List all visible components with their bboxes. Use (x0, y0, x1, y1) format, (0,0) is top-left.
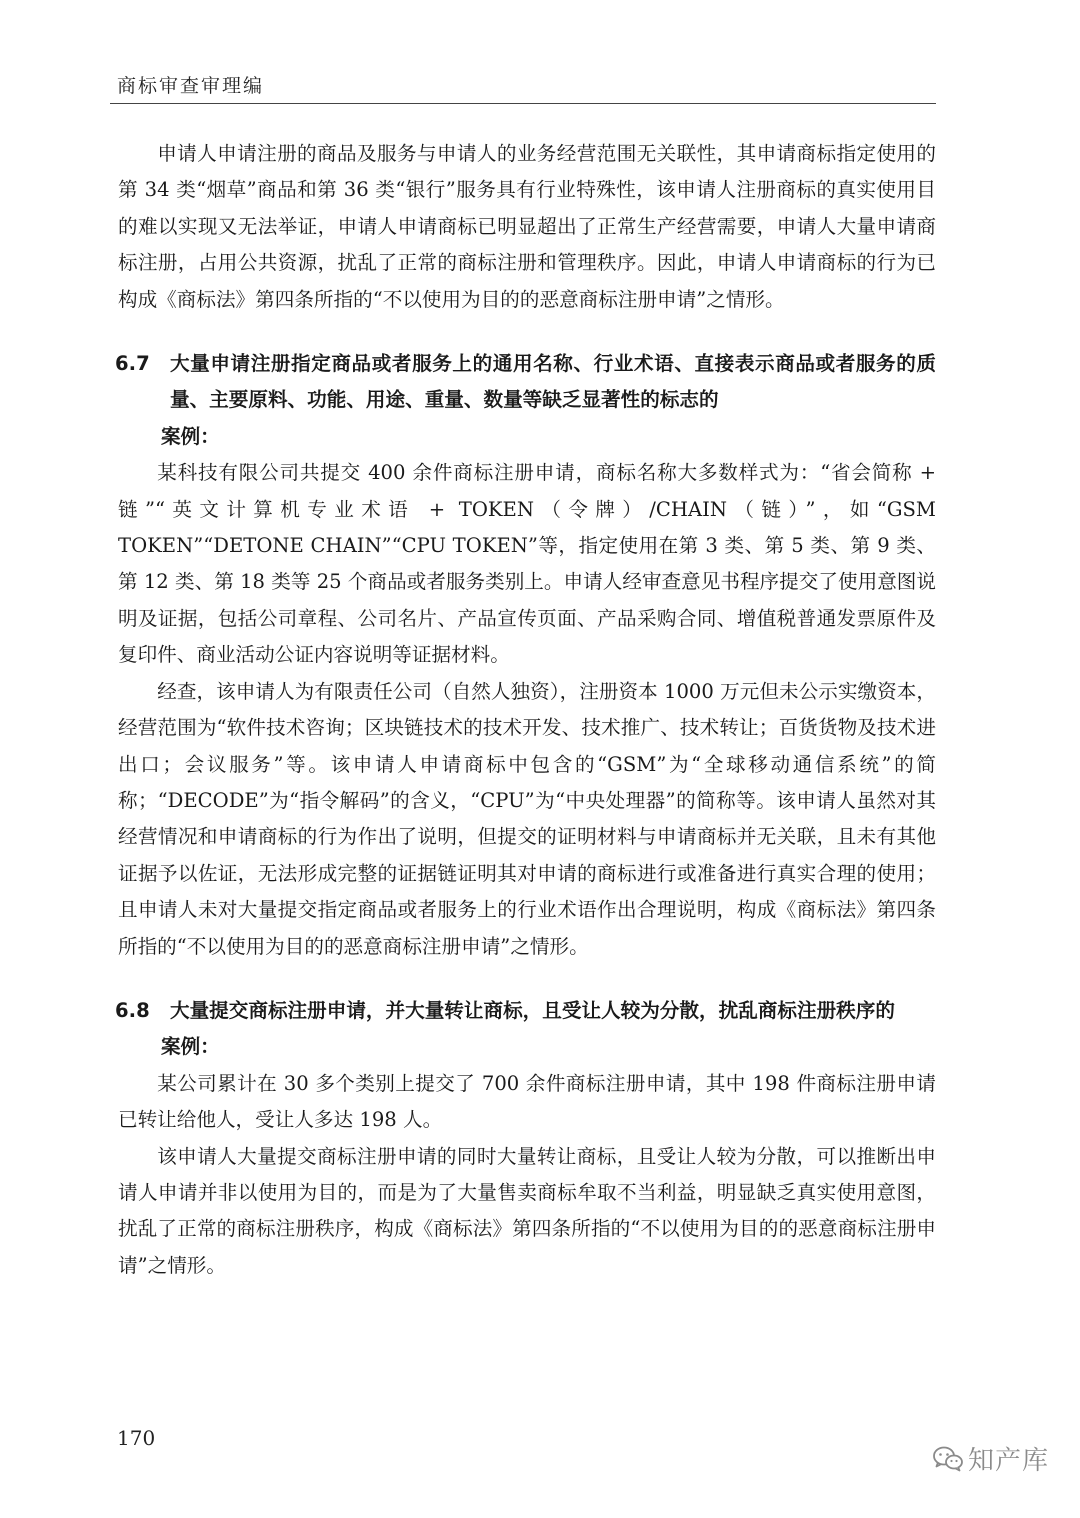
case-paragraph: 某科技有限公司共提交 400 余件商标注册申请，商标名称大多数样式为：“省会简称 + 链”“英文计算机专业术语 + TOKEN（令牌）/CHAIN（链）”，如“GSM TOKEN”“DETONE CHAIN”“CPU TOKEN”等，指定使用在第 3 类、第 5 类、第 9 类、第 12 类、第 18 类等 25 个商品或者服务类别上。申请人经审查意见书程序提交了使用意图说明及证据，包括公司章程、公司名片、产品宣传页面、产品采购合同、增值税普通发票原件及复印件、商业活动公证内容说明等证据材料。 (118, 461, 936, 667)
section-6-7 (115, 346, 936, 965)
watermark-text: 知产库 (968, 1446, 1050, 1476)
section-heading (115, 993, 936, 1029)
intro-paragraph: 申请人申请注册的商品及服务与申请人的业务经营范围无关联性，其申请商标指定使用的第 34 类“烟草”商品和第 36 类“银行”服务具有行业特殊性，该申请人注册商标的真实使用目的难以实现又无法举证，申请人申请商标已明显超出了正常生产经营需要，申请人大量申请商标注册，占用公共资源，扰乱了正常的商标注册和管理秩序。因此，申请人申请商标的行为已构成《商标法》第四条所指的“不以使用为目的的恶意商标注册申请”之情形。 (118, 142, 936, 311)
section-6-8 (115, 993, 937, 1284)
running-head: 商标审查审理编 (117, 75, 265, 97)
header-rule (110, 103, 936, 104)
section-number: 6.8 (115, 998, 150, 1022)
case-label: 案例： (161, 1035, 220, 1059)
watermark (932, 1440, 1049, 1477)
page-body (115, 136, 937, 1284)
section-title: 大量申请注册指定商品或者服务上的通用名称、行业术语、直接表示商品或者服务的质量、主要原料、功能、用途、重量、数量等缺乏显著性的标志的 (170, 352, 936, 412)
case-paragraph: 某公司累计在 30 多个类别上提交了 700 余件商标注册申请，其中 198 件商标注册申请已转让给他人，受让人多达 198 人。 (118, 1071, 936, 1132)
section-number: 6.7 (115, 352, 150, 376)
case-label: 案例： (161, 424, 220, 448)
analysis-paragraph: 该申请人大量提交商标注册申请的同时大量转让商标，且受让人较为分散，可以推断出申请人申请并非以使用为目的，而是为了大量售卖商标牟取不当利益，明显缺乏真实使用意图，扰乱了正常的商标注册秩序，构成《商标法》第四条所指的“不以使用为目的的恶意商标注册申请”之情形。 (118, 1144, 937, 1277)
wechat-icon (932, 1445, 964, 1473)
section-title: 大量提交商标注册申请，并大量转让商标，且受让人较为分散，扰乱商标注册秩序的 (170, 998, 895, 1022)
page-number: 170 (117, 1426, 156, 1450)
analysis-paragraph: 经查，该申请人为有限责任公司（自然人独资），注册资本 1000 万元但未公示实缴资本，经营范围为“软件技术咨询；区块链技术的技术开发、技术推广、技术转让；百货货物及技术进出口；会议服务”等。该申请人申请商标中包含的“GSM”为“全球移动通信系统”的简称；“DECODE”为“指令解码”的含义，“CPU”为“中央处理器”的简称等。该申请人虽然对其经营情况和申请商标的行为作出了说明，但提交的证明材料与申请商标并无关联，且未有其他证据予以佐证，无法形成完整的证据链证明其对申请的商标进行或准备进行真实合理的使用；且申请人未对大量提交指定商品或者服务上的行业术语作出合理说明，构成《商标法》第四条所指的“不以使用为目的的恶意商标注册申请”之情形。 (118, 679, 936, 958)
section-heading (115, 346, 936, 419)
